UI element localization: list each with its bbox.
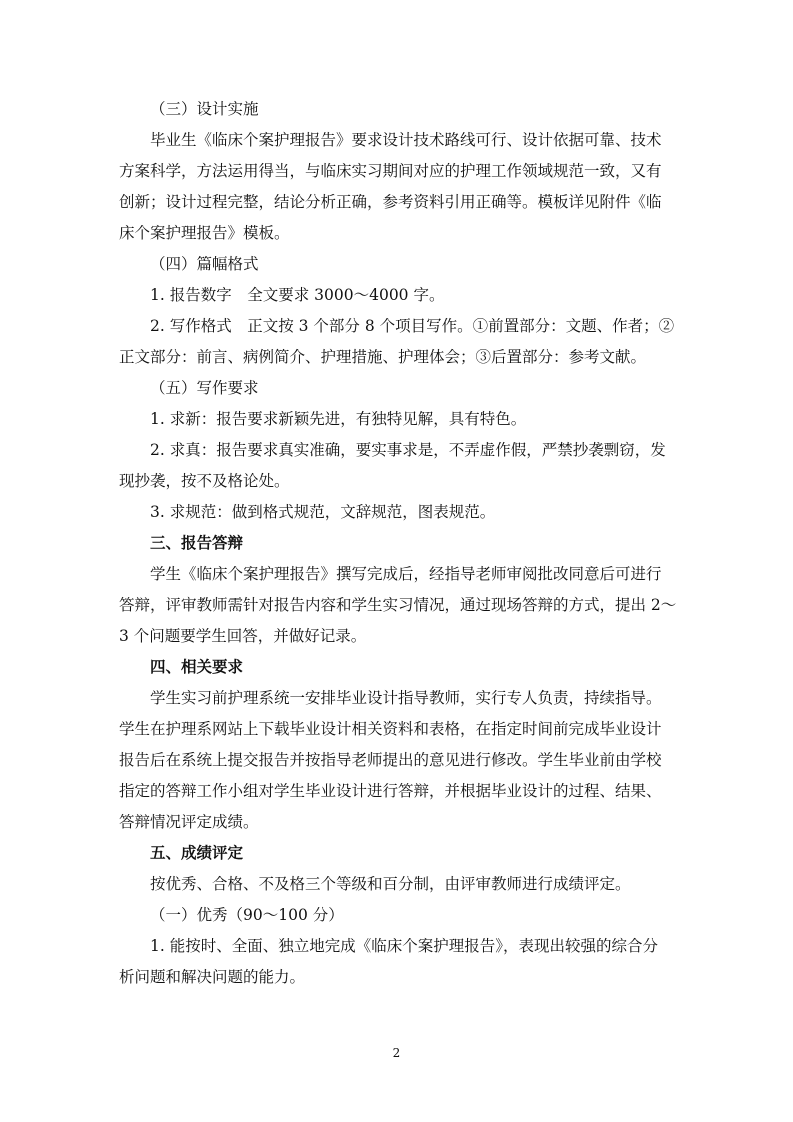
paragraph-line: 创新；设计过程完整，结论分析正确，参考资料引用正确等。模板详见附件《临 — [119, 193, 662, 211]
paragraph-line: 学生《临床个案护理报告》撰写完成后，经指导老师审阅批改同意后可进行 — [150, 565, 662, 583]
paragraph-line: 床个案护理报告》模板。 — [119, 224, 290, 242]
list-item: 1. 报告数字 全文要求 3000～4000 字。 — [150, 286, 445, 304]
subsection-heading-design: （三）设计实施 — [150, 100, 259, 118]
paragraph-line: 方案科学，方法运用得当，与临床实习期间对应的护理工作领域规范一致，又有 — [119, 162, 662, 180]
paragraph-line: 报告后在系统上提交报告并按指导老师提出的意见进行修改。学生毕业前由学校 — [119, 751, 662, 769]
subsection-heading-excellent: （一）优秀（90～100 分） — [150, 906, 344, 924]
paragraph-line: 答辩，评审教师需针对报告内容和学生实习情况，通过现场答辩的方式，提出 2～ — [119, 596, 677, 614]
paragraph-line: 毕业生《临床个案护理报告》要求设计技术路线可行、设计依据可靠、技术 — [150, 131, 662, 149]
paragraph-line: 学生实习前护理系统一安排毕业设计指导教师，实行专人负责，持续指导。 — [150, 689, 662, 707]
list-item: 3. 求规范：做到格式规范，文辞规范，图表规范。 — [150, 503, 496, 521]
paragraph-line: 析问题和解决问题的能力。 — [119, 968, 306, 986]
list-item: 2. 写作格式 正文按 3 个部分 8 个项目写作。①前置部分：文题、作者；② — [150, 317, 675, 335]
section-heading-grading: 五、成绩评定 — [150, 844, 244, 862]
paragraph-line: 答辩情况评定成绩。 — [119, 813, 259, 831]
paragraph-line: 学生在护理系网站上下载毕业设计相关资料和表格，在指定时间前完成毕业设计 — [119, 720, 662, 738]
page-number: 2 — [392, 1046, 401, 1060]
list-item: 1. 求新：报告要求新颖先进，有独特见解，具有特色。 — [150, 410, 527, 428]
subsection-heading-writing: （五）写作要求 — [150, 379, 259, 397]
section-heading-defense: 三、报告答辩 — [150, 534, 244, 552]
paragraph-line: 3 个问题要学生回答，并做好记录。 — [119, 627, 367, 645]
paragraph-line: 按优秀、合格、不及格三个等级和百分制，由评审教师进行成绩评定。 — [150, 875, 631, 893]
paragraph-line: 指定的答辩工作小组对学生毕业设计进行答辩，并根据毕业设计的过程、结果、 — [119, 782, 662, 800]
section-heading-requirements: 四、相关要求 — [150, 658, 244, 676]
list-item: 1. 能按时、全面、独立地完成《临床个案护理报告》，表现出较强的综合分 — [150, 937, 658, 955]
paragraph-line: 正文部分：前言、病例简介、护理措施、护理体会；③后置部分：参考文献。 — [119, 348, 647, 366]
list-item: 2. 求真：报告要求真实准确，要实事求是，不弄虚作假，严禁抄袭剽窃，发 — [150, 441, 666, 459]
subsection-heading-format: （四）篇幅格式 — [150, 255, 259, 273]
paragraph-line: 现抄袭，按不及格论处。 — [119, 472, 290, 490]
